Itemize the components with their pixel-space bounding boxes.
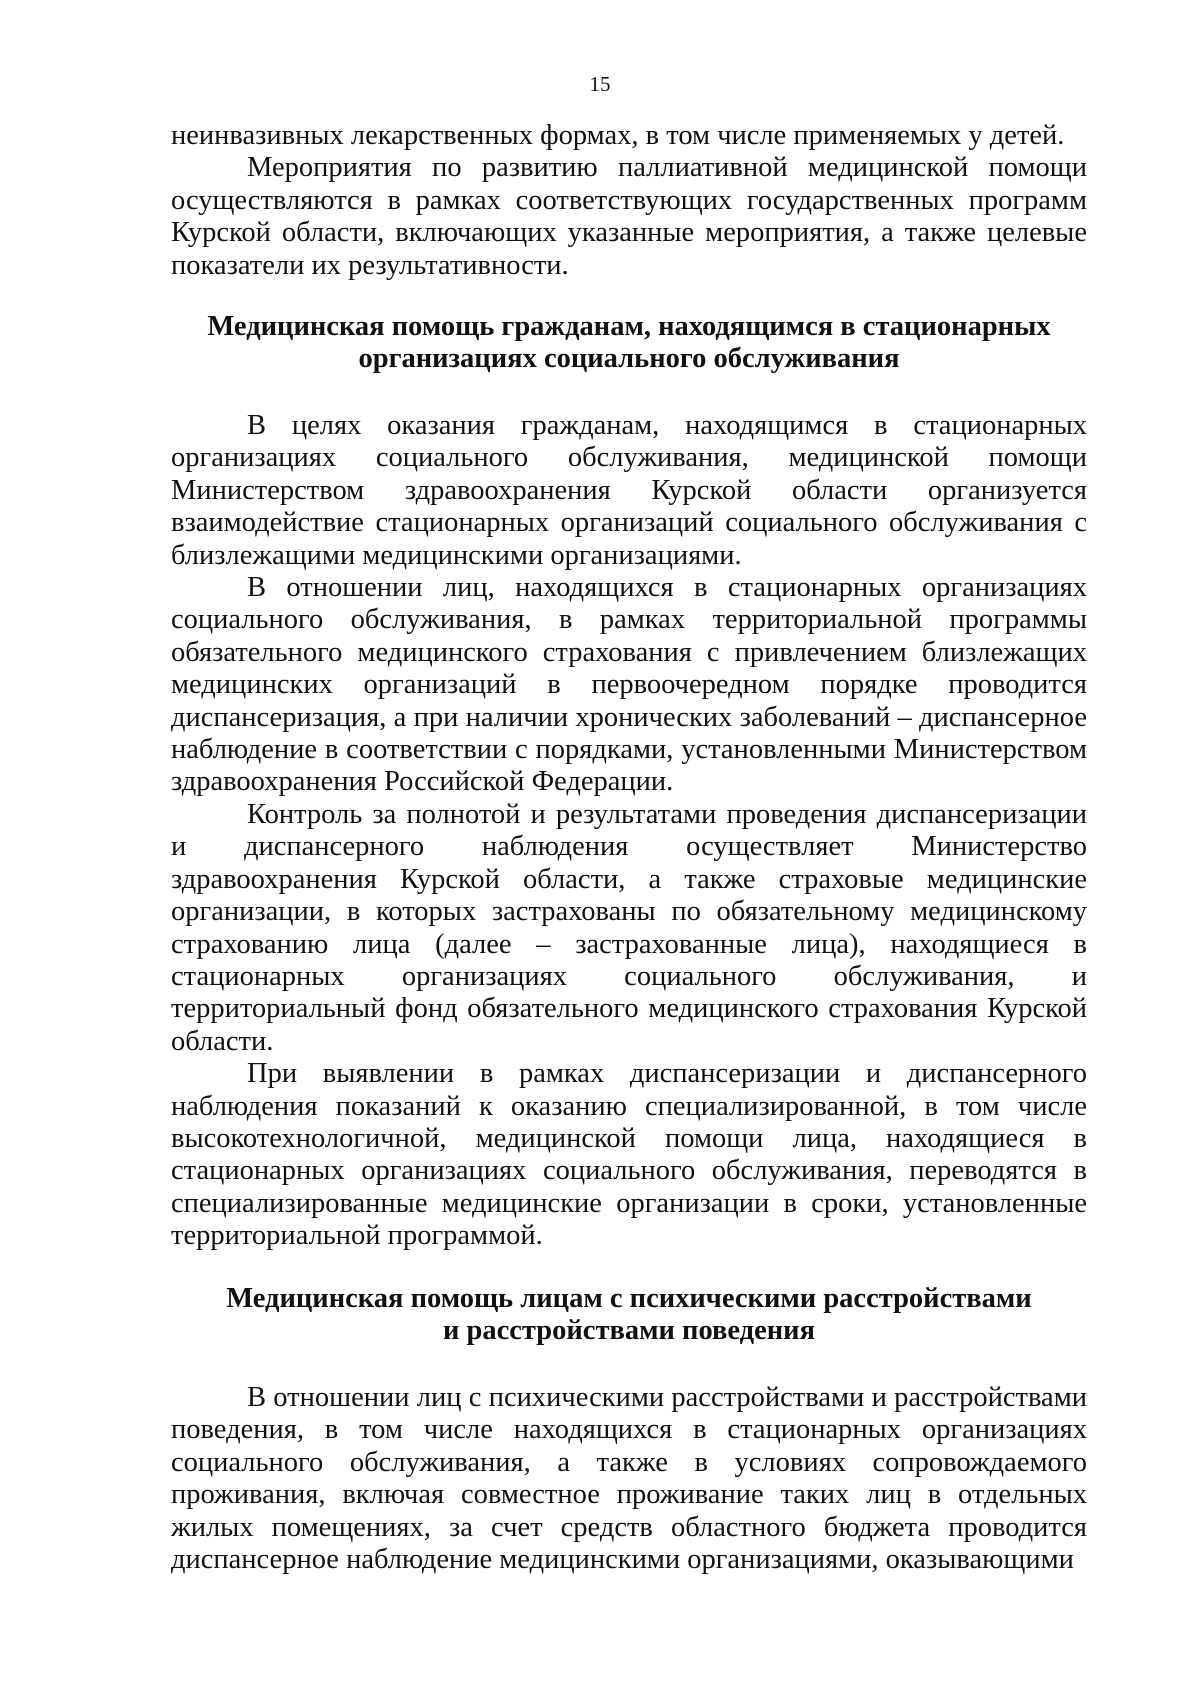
intro-text-block — [171, 120, 1087, 282]
paragraph: В отношении лиц с психическими расстройствами и расстройствами поведения, в том числе находящихся в стационарных организациях социального обслуживания, а также в условиях сопровождаемого проживания, включая совместное проживание таких лиц в отдельных жилых помещениях, за счет средств областного бюджета проводится диспансерное наблюдение медицинскими организациями, оказывающими — [171, 1382, 1087, 1576]
heading-line: Медицинская помощь лицам с психическими расстройствами — [226, 1283, 1032, 1314]
paragraph: При выявлении в рамках диспансеризации и диспансерного наблюдения показаний к оказанию специализированной, в том числе высокотехнологичной, медицинской помощи лица, находящиеся в стационарных организациях социального обслуживания, переводятся в специализированные медицинские организации в сроки, установленные территориальной программой. — [171, 1058, 1087, 1252]
section-heading-mental-disorders — [171, 1283, 1087, 1348]
section-body-social-service — [171, 410, 1087, 1253]
section-heading-social-service — [171, 311, 1087, 376]
continuation-paragraph: неинвазивных лекарственных формах, в том числе применяемых у детей. — [171, 120, 1065, 151]
page-number: 15 — [589, 72, 611, 96]
heading-line: организациях социального обслуживания — [358, 343, 900, 375]
paragraph: Мероприятия по развитию паллиативной медицинской помощи осуществляются в рамках соответствующих государственных программ Курской области, включающих указанные мероприятия, а также целевые показатели их результативности. — [171, 152, 1087, 281]
paragraph: В целях оказания гражданам, находящимся в стационарных организациях социального обслуживания, медицинской помощи Министерством здравоохранения Курской области организуется взаимодействие стационарных организаций социального обслуживания с близлежащими медицинскими организациями. — [171, 410, 1087, 571]
paragraph: В отношении лиц, находящихся в стационарных организациях социального обслуживания, в рамках территориальной программы обязательного медицинского страхования с привлечением близлежащих медицинских организаций в первоочередном порядке проводится диспансеризация, а при наличии хронических заболеваний – диспансерное наблюдение в соответствии с порядками, установленными Министерством здравоохранения Российской Федерации. — [171, 572, 1087, 798]
heading-line: Медицинская помощь гражданам, находящимся в стационарных — [207, 311, 1051, 342]
heading-line: и расстройствами поведения — [442, 1315, 816, 1347]
section-body-mental-disorders — [171, 1382, 1087, 1576]
paragraph: Контроль за полнотой и результатами проведения диспансеризации и диспансерного наблюдения осуществляет Министерство здравоохранения Курской области, а также страховые медицинские организации, в которых застрахованы по обязательному медицинскому страхованию лица (далее – застрахованные лица), находящиеся в стационарных организациях социального обслуживания, и территориальный фонд обязательного медицинского страхования Курской области. — [171, 798, 1087, 1057]
